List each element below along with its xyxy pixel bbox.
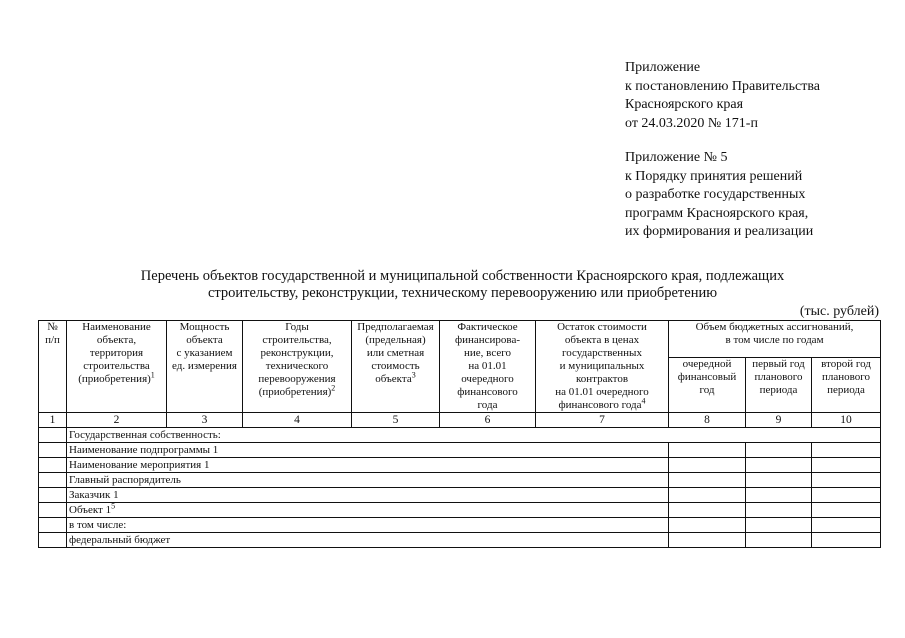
header-plan-year-2: второй год планового периода: [812, 358, 881, 413]
value-cell: [812, 488, 881, 503]
title-line-2: строительству, реконструкции, техническому перевооружению или приобретению: [207, 285, 718, 301]
appendix-line: Приложение: [625, 60, 701, 75]
header-capacity: Мощность объекта с указанием ед. измерения: [167, 321, 243, 413]
row-number-cell: [39, 458, 67, 473]
column-number: 1: [39, 413, 67, 428]
header-years: Годы строительства, реконструкции, технического перевооружения (приобретения)$^2$: [243, 321, 352, 413]
row-label: Заказчик 1: [67, 488, 669, 503]
objects-table: [38, 320, 881, 548]
header-object-name: Наименование объекта, территория строительства (приобретения)$^1$: [67, 321, 167, 413]
appendix-line: их формирования и реализации: [625, 224, 814, 239]
column-number-row: [39, 413, 881, 428]
table-row: [39, 473, 881, 488]
row-number-cell: [39, 473, 67, 488]
table-row: [39, 428, 881, 443]
row-number-cell: [39, 428, 67, 443]
value-cell: [669, 533, 746, 548]
appendix-line: Приложение № 5: [625, 150, 728, 165]
row-label: в том числе:: [67, 518, 669, 533]
header-row-1: [39, 321, 881, 358]
appendix-line: от 24.03.2020 № 171-п: [625, 115, 758, 131]
table-row: [39, 443, 881, 458]
value-cell: [669, 518, 746, 533]
document-title: [40, 268, 885, 302]
table-row: [39, 458, 881, 473]
value-cell: [812, 533, 881, 548]
value-cell: [746, 458, 812, 473]
header-actual-financing: Фактическое финансирова- ние, всего на 01.01 очередного финансового года: [440, 321, 536, 413]
row-label: Главный распорядитель: [67, 473, 669, 488]
value-cell: [669, 488, 746, 503]
header-number: № п/п: [39, 321, 67, 413]
column-number: 6: [440, 413, 536, 428]
header-estimated-cost: Предполагаемая (предельная) или сметная стоимость объекта$^3$: [352, 321, 440, 413]
column-number: 5: [352, 413, 440, 428]
column-number: 7: [536, 413, 669, 428]
table-row: [39, 533, 881, 548]
value-cell: [746, 443, 812, 458]
value-cell: [812, 473, 881, 488]
row-number-cell: [39, 533, 67, 548]
row-number-cell: [39, 518, 67, 533]
table-row: [39, 488, 881, 503]
appendix-line: Красноярского края: [625, 97, 744, 112]
header-plan-year-1: первый год планового периода: [746, 358, 812, 413]
table-row: [39, 518, 881, 533]
column-number: 8: [669, 413, 746, 428]
table-row: [39, 503, 881, 518]
value-cell: [812, 443, 881, 458]
appendix-gap: [625, 133, 820, 149]
value-cell: [746, 533, 812, 548]
row-label: федеральный бюджет: [67, 533, 669, 548]
value-cell: [746, 473, 812, 488]
value-cell: [746, 488, 812, 503]
column-number: 10: [812, 413, 881, 428]
column-number: 9: [746, 413, 812, 428]
appendix-line: к постановлению Правительства: [625, 78, 821, 94]
appendix-line: о разработке государственных: [625, 187, 806, 202]
value-cell: [746, 518, 812, 533]
value-cell: [669, 443, 746, 458]
title-line-1: Перечень объектов государственной и муниципальной собственности Красноярского края, подлежащих: [140, 268, 785, 284]
header-budget-group: Объем бюджетных ассигнований, в том числе по годам: [669, 321, 881, 358]
row-number-cell: [39, 443, 67, 458]
row-label: Объект $1^5$: [67, 503, 669, 518]
row-label: Наименование подпрограммы 1: [67, 443, 669, 458]
units-label: (тыс. рублей): [799, 304, 879, 319]
value-cell: [812, 458, 881, 473]
value-cell: [812, 518, 881, 533]
column-number: 3: [167, 413, 243, 428]
column-number: 2: [67, 413, 167, 428]
appendix-block: [625, 59, 820, 242]
header-next-year: очередной финансовый год: [669, 358, 746, 413]
row-number-cell: [39, 488, 67, 503]
header-remaining-cost: Остаток стоимости объекта в ценах государственных и муниципальных контрактов на 01.01 очередного финансового года$^4$: [536, 321, 669, 413]
column-number: 4: [243, 413, 352, 428]
row-number-cell: [39, 503, 67, 518]
value-cell: [669, 503, 746, 518]
value-cell: [669, 458, 746, 473]
row-label: Государственная собственность:: [67, 428, 881, 443]
value-cell: [746, 503, 812, 518]
appendix-line: к Порядку принятия решений: [625, 168, 803, 184]
value-cell: [669, 473, 746, 488]
appendix-line: программ Красноярского края,: [625, 205, 809, 221]
value-cell: [812, 503, 881, 518]
row-label: Наименование мероприятия 1: [67, 458, 669, 473]
